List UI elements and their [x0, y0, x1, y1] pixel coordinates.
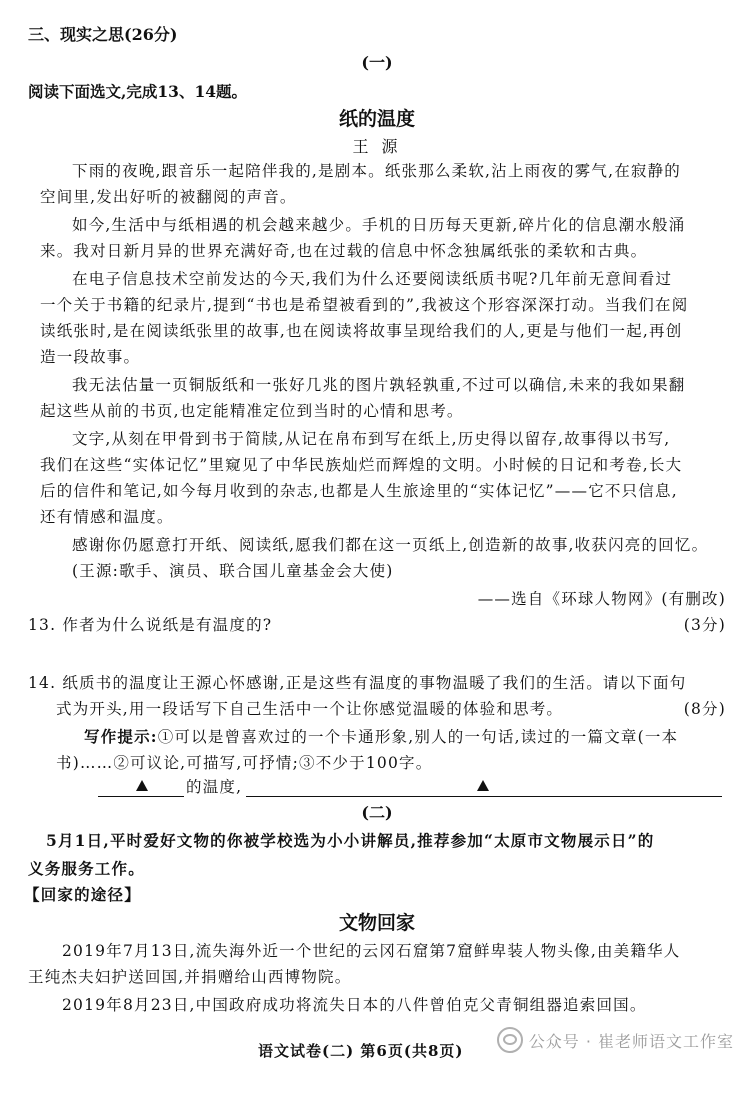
article-line: 如今,生活中与纸相遇的机会越来越少。手机的日历每天更新,碎片化的信息潮水般涌 [72, 216, 686, 234]
question-14-line2: 式为开头,用一段话写下自己生活中一个让你感觉温暖的体验和思考。 [56, 700, 564, 718]
article-line: 在电子信息技术空前发达的今天,我们为什么还要阅读纸质书呢?几年前无意间看过 [72, 270, 673, 288]
article-line: 还有情感和温度。 [40, 508, 174, 526]
part2-intro-line1: 5月1日,平时爱好文物的你被学校选为小小讲解员,推荐参加“太原市文物展示日”的 [46, 831, 655, 850]
article-line: 文字,从刻在甲骨到书于简牍,从记在帛布到写在纸上,历史得以留存,故事得以书写, [72, 430, 671, 448]
instruction: 阅读下面选文,完成13、14题。 [28, 82, 248, 101]
article-author: 王 源 [352, 137, 402, 156]
section-heading: 三、现实之思(26分) [28, 25, 178, 44]
watermark [497, 1027, 734, 1053]
article-line: 读纸张时,是在阅读纸张里的故事,也在阅读将故事呈现给我们的人,更是与他们一起,再创 [40, 322, 683, 340]
article-line: 我们在这些“实体记忆”里窥见了中华民族灿烂而辉煌的文明。小时候的日记和考卷,长大 [40, 456, 683, 474]
article-line: 起这些从前的书页,也定能精准定位到当时的心情和思考。 [40, 402, 464, 420]
article-source: ——选自《环球人物网》(有删改) [477, 590, 726, 608]
wechat-icon [497, 1027, 523, 1053]
article-line: 来。我对日新月异的世界充满好奇,也在过载的信息中怀念独属纸张的柔软和古典。 [40, 242, 648, 260]
part2-intro-line2: 义务服务工作。 [28, 859, 145, 878]
part2-line: 王纯杰夫妇护送回国,并捐赠给山西博物院。 [28, 968, 352, 986]
part1-label: (一) [361, 53, 393, 72]
fill-mid-text: 的温度, [186, 778, 243, 796]
writing-hint-line2: 书)……②可议论,可描写,可抒情;③不少于100字。 [56, 754, 433, 772]
part2-label: (二) [361, 803, 393, 822]
article-line: 下雨的夜晚,跟音乐一起陪伴我的,是剧本。纸张那么柔软,沾上雨夜的雾气,在寂静的 [72, 162, 682, 180]
question-13: 13. 作者为什么说纸是有温度的? [28, 616, 273, 634]
question-14-line1: 14. 纸质书的温度让王源心怀感谢,正是这些有温度的事物温暖了我们的生活。请以下面句 [28, 674, 687, 692]
article-title: 纸的温度 [338, 108, 415, 130]
question-14-points: (8分) [683, 700, 726, 718]
part2-line: 2019年8月23日,中国政府成功将流失日本的八件曾伯克父青铜组器追索回国。 [62, 996, 647, 1014]
writing-hint-label: 写作提示: [84, 727, 158, 746]
article-line: 一个关于书籍的纪录片,提到“书也是希望被看到的”,我被这个形容深深打动。当我们在阅 [40, 296, 689, 314]
triangle-marker-icon [136, 780, 148, 791]
article-line: 我无法估量一页铜版纸和一张好几兆的图片孰轻孰重,不过可以确信,未来的我如果翻 [72, 376, 686, 394]
watermark-text: 公众号 · 崔老师语文工作室 [528, 1031, 734, 1051]
page-footer: 语文试卷(二) 第6页(共8页) [258, 1042, 464, 1060]
triangle-marker-icon [477, 780, 489, 791]
part2-title: 文物回家 [338, 912, 415, 934]
question-13-points: (3分) [683, 616, 726, 634]
article-line: 空间里,发出好听的被翻阅的声音。 [40, 188, 297, 206]
subsection-title: 【回家的途径】 [24, 885, 141, 904]
writing-hint-text: ①可以是曾喜欢过的一个卡通形象,别人的一句话,读过的一篇文章(一本 [157, 728, 679, 746]
article-line: 后的信件和笔记,如今每月收到的杂志,也都是人生旅途里的“实体记忆”——它不只信息, [40, 482, 678, 500]
part2-line: 2019年7月13日,流失海外近一个世纪的云冈石窟第7窟鲜卑装人物头像,由美籍华人 [62, 942, 681, 960]
article-line: 造一段故事。 [40, 348, 141, 366]
writing-hint-line1 [84, 724, 678, 750]
article-line: 感谢你仍愿意打开纸、阅读纸,愿我们都在这一页纸上,创造新的故事,收获闪亮的回忆。 [72, 536, 709, 554]
article-line: (王源:歌手、演员、联合国儿童基金会大使) [72, 562, 394, 580]
